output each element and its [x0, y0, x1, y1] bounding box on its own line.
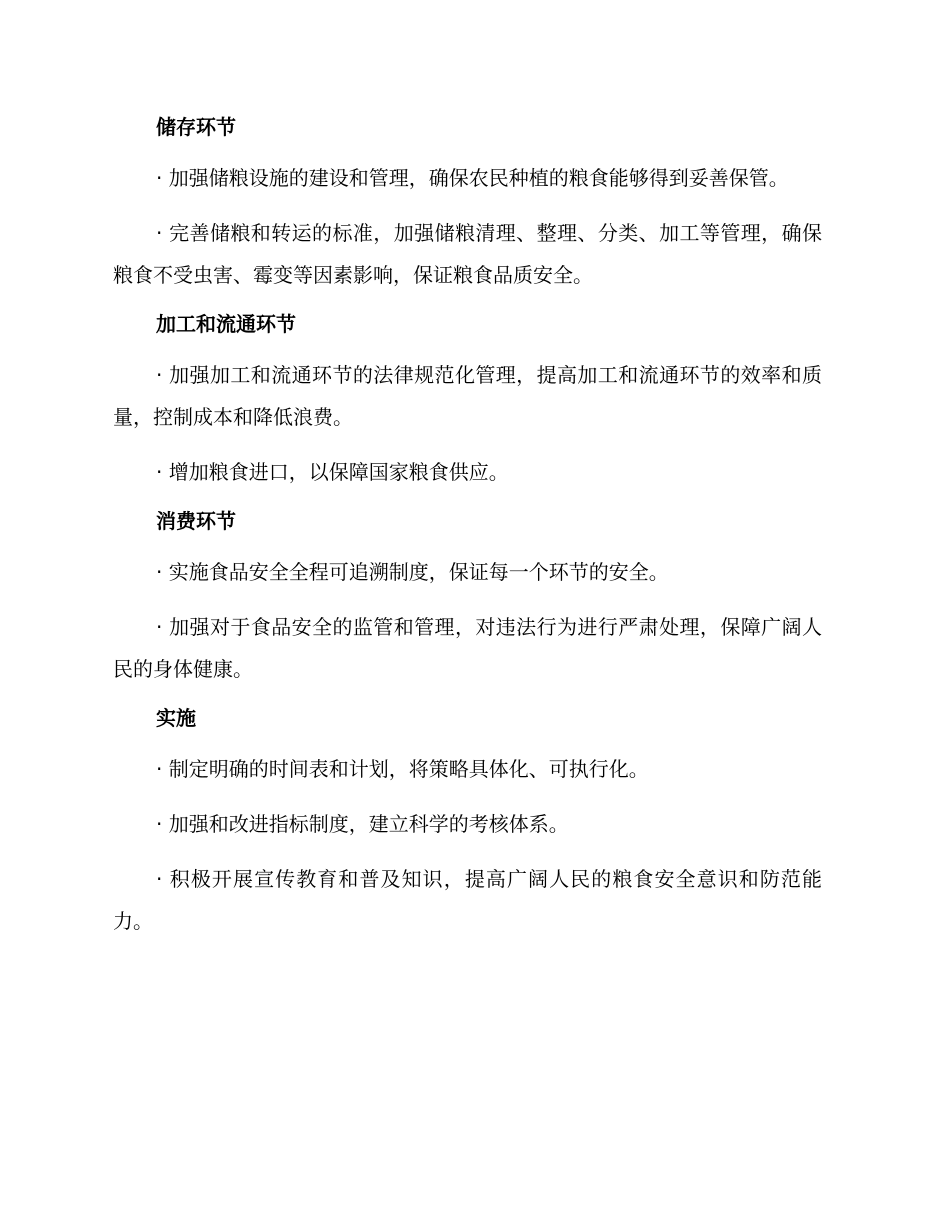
bullet-item: · 增加粮食进口，以保障国家粮食供应。: [156, 460, 509, 484]
section-heading-consumption: 消费环节: [156, 509, 236, 533]
section-heading-storage: 储存环节: [156, 115, 236, 139]
bullet-item: · 制定明确的时间表和计划，将策略具体化、可执行化。: [156, 757, 649, 781]
bullet-item: · 实施食品安全全程可追溯制度，保证每一个环节的安全。: [156, 560, 669, 584]
bullet-item: · 完善储粮和转运的标准，加强储粮清理、整理、分类、加工等管理，确保粮食不受虫害、霉变等因素影响，保证粮食品质安全。: [113, 221, 822, 287]
bullet-item: · 加强对于食品安全的监管和管理，对违法行为进行严肃处理，保障广阔人民的身体健康。: [113, 615, 822, 681]
bullet-item: · 加强和改进指标制度，建立科学的考核体系。: [156, 812, 569, 836]
bullet-item: · 加强储粮设施的建设和管理，确保农民种植的粮食能够得到妥善保管。: [156, 166, 789, 190]
bullet-item: · 积极开展宣传教育和普及知识，提高广阔人民的粮食安全意识和防范能力。: [113, 867, 822, 933]
section-heading-processing: 加工和流通环节: [156, 312, 296, 336]
section-heading-implementation: 实施: [156, 706, 196, 730]
bullet-item: · 加强加工和流通环节的法律规范化管理，提高加工和流通环节的效率和质量，控制成本和降低浪费。: [113, 363, 822, 429]
